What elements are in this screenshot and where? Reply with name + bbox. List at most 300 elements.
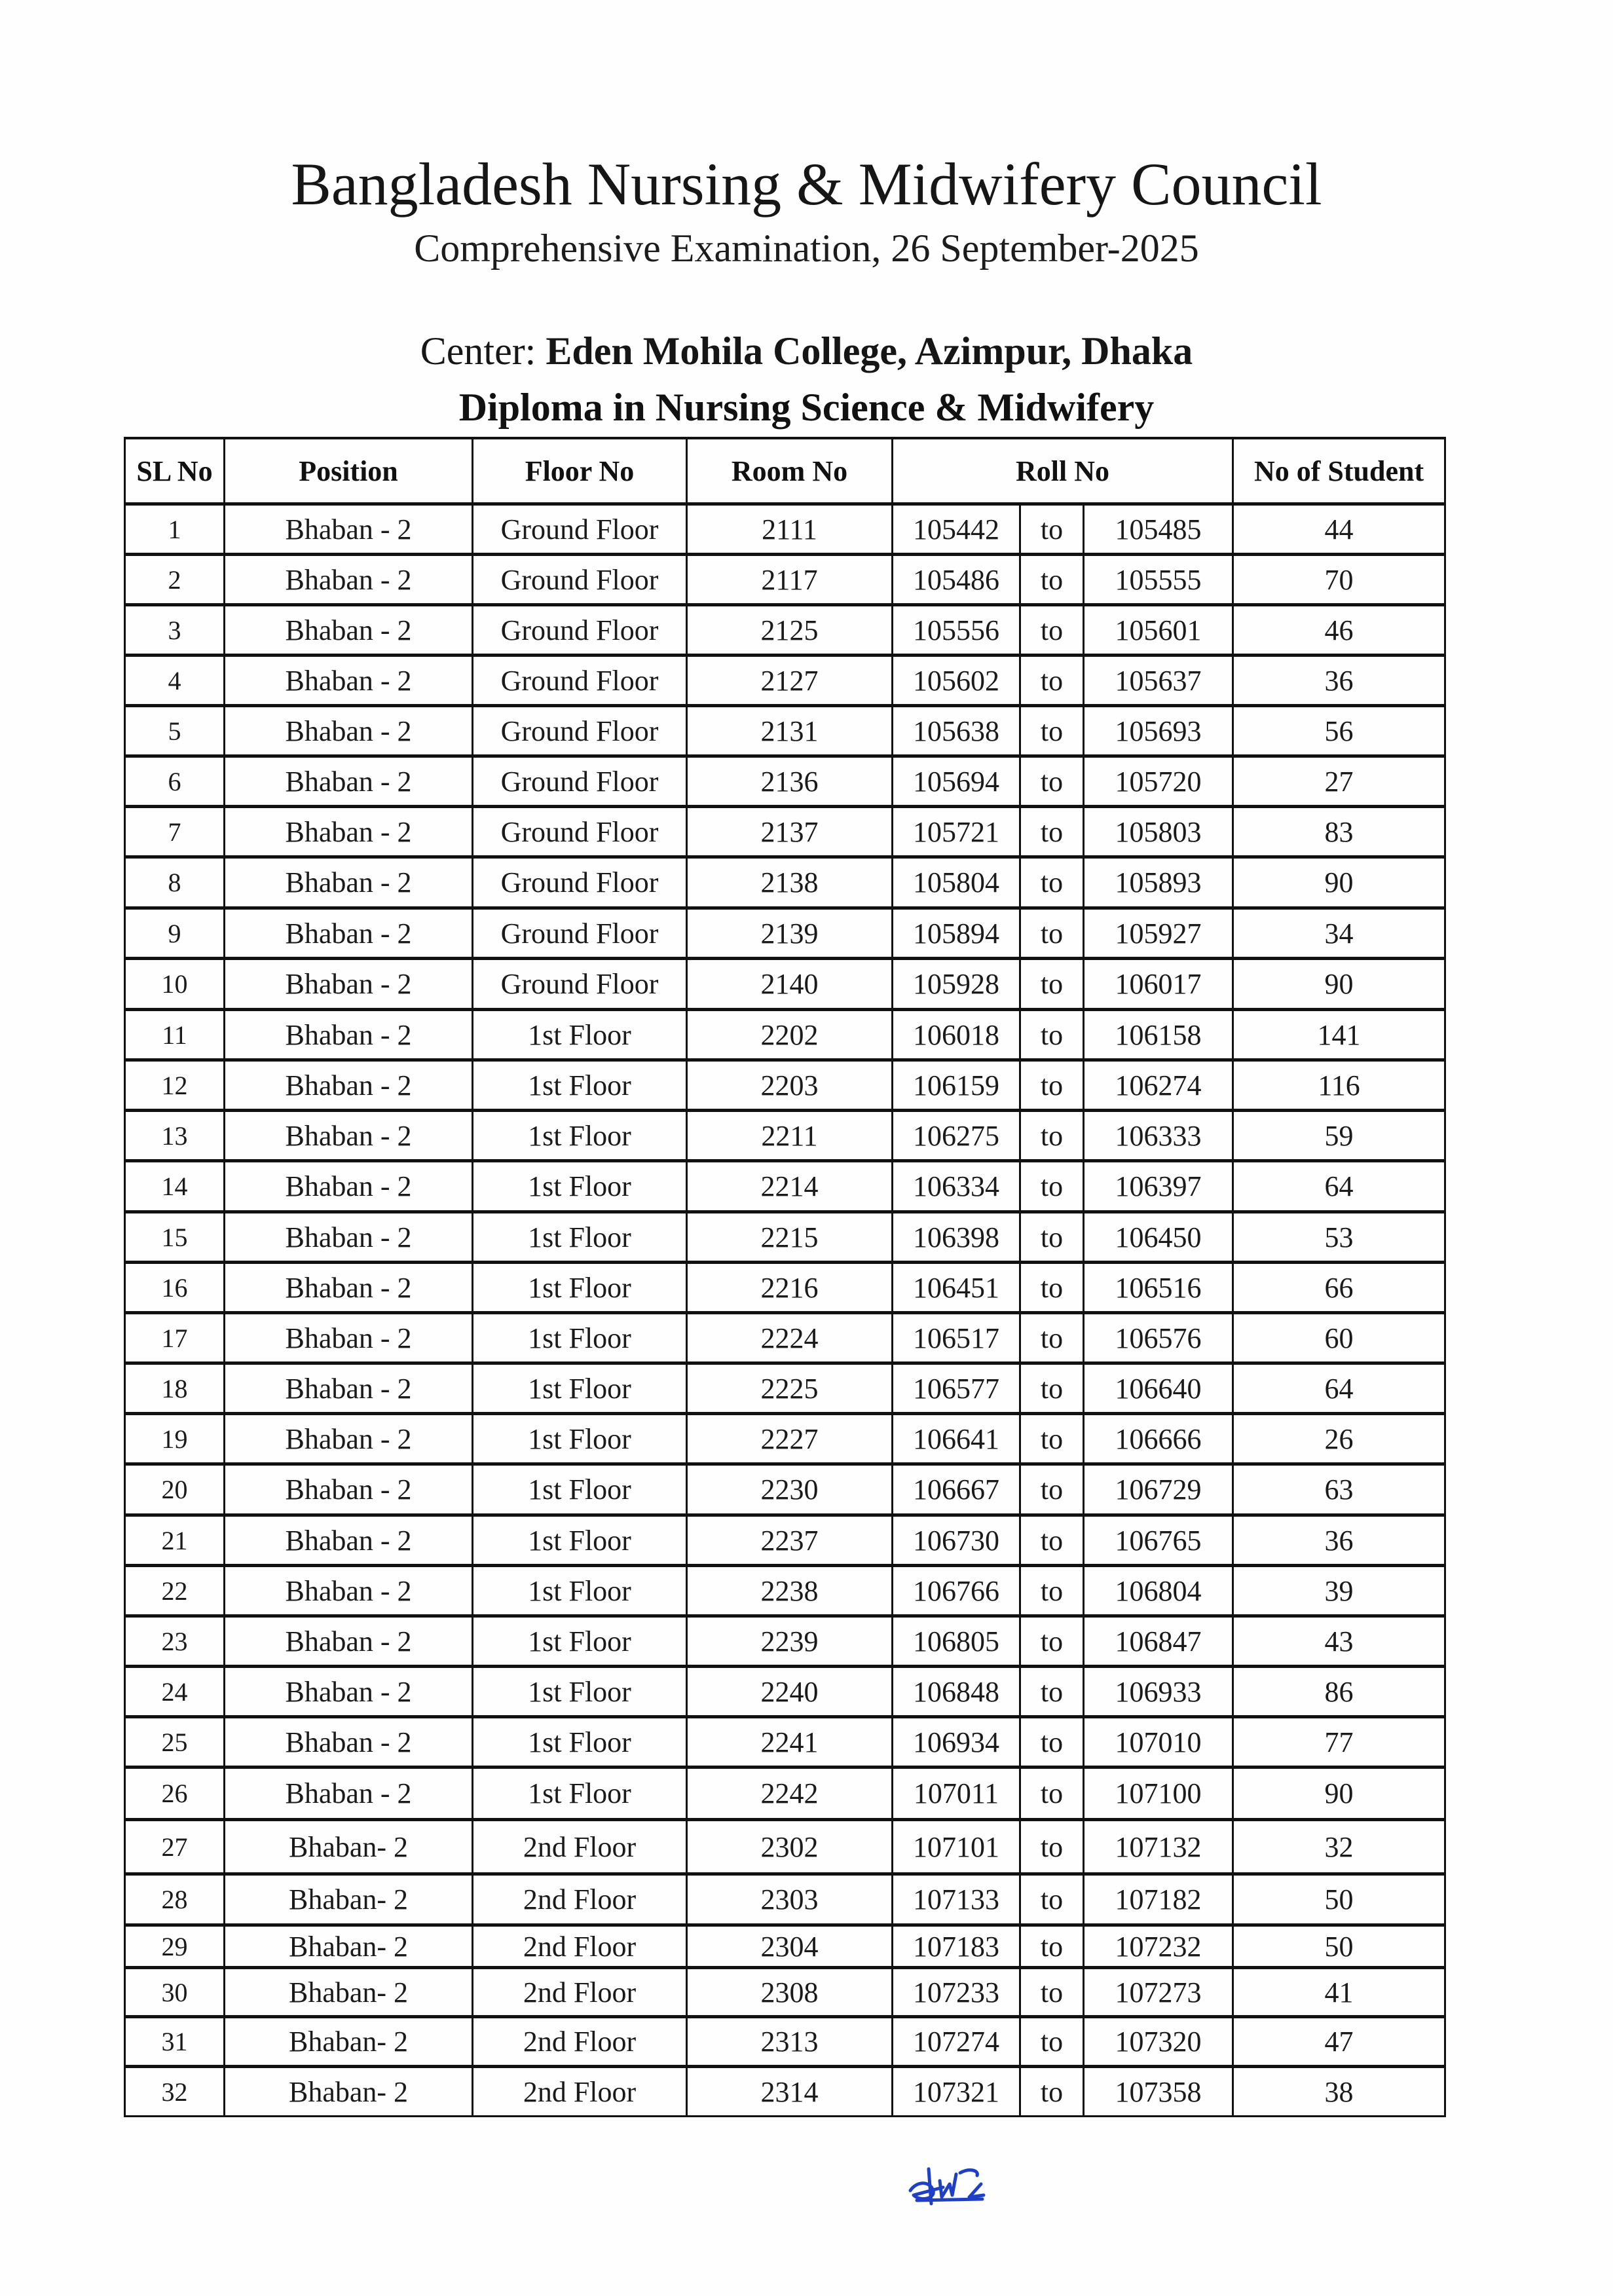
room-cell: 2125 bbox=[687, 605, 893, 656]
student-count-cell: 60 bbox=[1233, 1313, 1445, 1363]
floor-cell: Ground Floor bbox=[473, 706, 687, 756]
roll-to-label: to bbox=[1020, 1414, 1084, 1464]
col-header-floor: Floor No bbox=[473, 438, 687, 504]
floor-cell: 1st Floor bbox=[473, 1566, 687, 1616]
sl-cell: 29 bbox=[125, 1925, 225, 1968]
table-row bbox=[125, 2017, 1445, 2067]
floor-cell: 1st Floor bbox=[473, 1616, 687, 1667]
seat-allocation-table bbox=[124, 437, 1446, 2117]
position-cell: Bhaban - 2 bbox=[225, 656, 473, 706]
student-count-cell: 27 bbox=[1233, 756, 1445, 807]
sl-cell: 4 bbox=[125, 656, 225, 706]
position-cell: Bhaban - 2 bbox=[225, 1060, 473, 1111]
sl-cell: 32 bbox=[125, 2067, 225, 2117]
table-row bbox=[125, 1667, 1445, 1717]
room-cell: 2302 bbox=[687, 1820, 893, 1874]
col-header-sl: SL No bbox=[125, 438, 225, 504]
sl-cell: 22 bbox=[125, 1566, 225, 1616]
sl-cell: 20 bbox=[125, 1464, 225, 1515]
table-row bbox=[125, 656, 1445, 706]
position-cell: Bhaban- 2 bbox=[225, 1968, 473, 2017]
floor-cell: 1st Floor bbox=[473, 1768, 687, 1820]
room-cell: 2237 bbox=[687, 1515, 893, 1566]
room-cell: 2136 bbox=[687, 756, 893, 807]
sl-cell: 17 bbox=[125, 1313, 225, 1363]
roll-to-label: to bbox=[1020, 1925, 1084, 1968]
room-cell: 2313 bbox=[687, 2017, 893, 2067]
roll-to-cell: 105927 bbox=[1084, 908, 1233, 959]
floor-cell: 1st Floor bbox=[473, 1212, 687, 1263]
roll-to-label: to bbox=[1020, 555, 1084, 605]
student-count-cell: 77 bbox=[1233, 1717, 1445, 1768]
roll-to-label: to bbox=[1020, 1161, 1084, 1212]
position-cell: Bhaban - 2 bbox=[225, 1667, 473, 1717]
room-cell: 2241 bbox=[687, 1717, 893, 1768]
roll-to-label: to bbox=[1020, 1515, 1084, 1566]
table-row bbox=[125, 1212, 1445, 1263]
roll-to-label: to bbox=[1020, 706, 1084, 756]
position-cell: Bhaban- 2 bbox=[225, 2067, 473, 2117]
position-cell: Bhaban - 2 bbox=[225, 504, 473, 555]
sl-cell: 30 bbox=[125, 1968, 225, 2017]
table-row bbox=[125, 504, 1445, 555]
student-count-cell: 64 bbox=[1233, 1161, 1445, 1212]
roll-to-label: to bbox=[1020, 1616, 1084, 1667]
student-count-cell: 116 bbox=[1233, 1060, 1445, 1111]
roll-from-cell: 107274 bbox=[893, 2017, 1020, 2067]
table-row bbox=[125, 959, 1445, 1010]
room-cell: 2240 bbox=[687, 1667, 893, 1717]
student-count-cell: 41 bbox=[1233, 1968, 1445, 2017]
roll-to-cell: 106017 bbox=[1084, 959, 1233, 1010]
roll-to-cell: 107132 bbox=[1084, 1820, 1233, 1874]
roll-to-label: to bbox=[1020, 1820, 1084, 1874]
roll-from-cell: 106159 bbox=[893, 1060, 1020, 1111]
roll-to-label: to bbox=[1020, 1010, 1084, 1060]
floor-cell: Ground Floor bbox=[473, 656, 687, 706]
floor-cell: Ground Floor bbox=[473, 857, 687, 908]
student-count-cell: 53 bbox=[1233, 1212, 1445, 1263]
roll-from-cell: 106517 bbox=[893, 1313, 1020, 1363]
table-row bbox=[125, 2067, 1445, 2117]
roll-to-cell: 106450 bbox=[1084, 1212, 1233, 1263]
roll-to-label: to bbox=[1020, 605, 1084, 656]
student-count-cell: 50 bbox=[1233, 1925, 1445, 1968]
student-count-cell: 90 bbox=[1233, 959, 1445, 1010]
student-count-cell: 43 bbox=[1233, 1616, 1445, 1667]
room-cell: 2203 bbox=[687, 1060, 893, 1111]
roll-from-cell: 106934 bbox=[893, 1717, 1020, 1768]
roll-to-label: to bbox=[1020, 2067, 1084, 2117]
roll-to-cell: 105637 bbox=[1084, 656, 1233, 706]
roll-to-cell: 105485 bbox=[1084, 504, 1233, 555]
student-count-cell: 36 bbox=[1233, 656, 1445, 706]
roll-to-label: to bbox=[1020, 656, 1084, 706]
position-cell: Bhaban - 2 bbox=[225, 1566, 473, 1616]
roll-from-cell: 106398 bbox=[893, 1212, 1020, 1263]
room-cell: 2238 bbox=[687, 1566, 893, 1616]
room-cell: 2140 bbox=[687, 959, 893, 1010]
roll-from-cell: 105556 bbox=[893, 605, 1020, 656]
floor-cell: 1st Floor bbox=[473, 1263, 687, 1313]
position-cell: Bhaban- 2 bbox=[225, 1820, 473, 1874]
position-cell: Bhaban- 2 bbox=[225, 2017, 473, 2067]
floor-cell: 2nd Floor bbox=[473, 2067, 687, 2117]
student-count-cell: 38 bbox=[1233, 2067, 1445, 2117]
student-count-cell: 47 bbox=[1233, 2017, 1445, 2067]
sl-cell: 10 bbox=[125, 959, 225, 1010]
position-cell: Bhaban - 2 bbox=[225, 1363, 473, 1414]
roll-to-cell: 107358 bbox=[1084, 2067, 1233, 2117]
center-label: Center: bbox=[420, 329, 546, 373]
student-count-cell: 39 bbox=[1233, 1566, 1445, 1616]
roll-from-cell: 107183 bbox=[893, 1925, 1020, 1968]
table-row bbox=[125, 1566, 1445, 1616]
sl-cell: 18 bbox=[125, 1363, 225, 1414]
floor-cell: Ground Floor bbox=[473, 756, 687, 807]
sl-cell: 27 bbox=[125, 1820, 225, 1874]
roll-to-cell: 105555 bbox=[1084, 555, 1233, 605]
room-cell: 2202 bbox=[687, 1010, 893, 1060]
roll-to-cell: 105720 bbox=[1084, 756, 1233, 807]
floor-cell: 2nd Floor bbox=[473, 2017, 687, 2067]
position-cell: Bhaban - 2 bbox=[225, 857, 473, 908]
floor-cell: 1st Floor bbox=[473, 1515, 687, 1566]
table-row bbox=[125, 1010, 1445, 1060]
room-cell: 2127 bbox=[687, 656, 893, 706]
student-count-cell: 32 bbox=[1233, 1820, 1445, 1874]
table-row bbox=[125, 908, 1445, 959]
room-cell: 2216 bbox=[687, 1263, 893, 1313]
student-count-cell: 50 bbox=[1233, 1874, 1445, 1925]
sl-cell: 19 bbox=[125, 1414, 225, 1464]
roll-to-cell: 105601 bbox=[1084, 605, 1233, 656]
roll-to-label: to bbox=[1020, 1363, 1084, 1414]
roll-to-label: to bbox=[1020, 1717, 1084, 1768]
sl-cell: 13 bbox=[125, 1111, 225, 1161]
roll-from-cell: 105486 bbox=[893, 555, 1020, 605]
roll-to-label: to bbox=[1020, 756, 1084, 807]
roll-from-cell: 106667 bbox=[893, 1464, 1020, 1515]
roll-to-cell: 107232 bbox=[1084, 1925, 1233, 1968]
table-row bbox=[125, 555, 1445, 605]
roll-to-cell: 106729 bbox=[1084, 1464, 1233, 1515]
roll-from-cell: 105804 bbox=[893, 857, 1020, 908]
floor-cell: Ground Floor bbox=[473, 504, 687, 555]
sl-cell: 11 bbox=[125, 1010, 225, 1060]
student-count-cell: 90 bbox=[1233, 857, 1445, 908]
table-row bbox=[125, 605, 1445, 656]
position-cell: Bhaban- 2 bbox=[225, 1925, 473, 1968]
roll-to-cell: 106333 bbox=[1084, 1111, 1233, 1161]
room-cell: 2211 bbox=[687, 1111, 893, 1161]
table-row bbox=[125, 1717, 1445, 1768]
floor-cell: 2nd Floor bbox=[473, 1968, 687, 2017]
sl-cell: 9 bbox=[125, 908, 225, 959]
table-row bbox=[125, 1925, 1445, 1968]
col-header-room: Room No bbox=[687, 438, 893, 504]
position-cell: Bhaban - 2 bbox=[225, 1414, 473, 1464]
signature-icon bbox=[904, 2161, 989, 2213]
roll-from-cell: 106275 bbox=[893, 1111, 1020, 1161]
position-cell: Bhaban - 2 bbox=[225, 1212, 473, 1263]
table-row bbox=[125, 1363, 1445, 1414]
floor-cell: Ground Floor bbox=[473, 908, 687, 959]
table-row bbox=[125, 706, 1445, 756]
sl-cell: 15 bbox=[125, 1212, 225, 1263]
program-title: Diploma in Nursing Science & Midwifery bbox=[458, 386, 1155, 429]
roll-to-label: to bbox=[1020, 504, 1084, 555]
floor-cell: 2nd Floor bbox=[473, 1820, 687, 1874]
roll-to-label: to bbox=[1020, 1060, 1084, 1111]
position-cell: Bhaban - 2 bbox=[225, 555, 473, 605]
table-row bbox=[125, 1263, 1445, 1313]
sl-cell: 8 bbox=[125, 857, 225, 908]
student-count-cell: 36 bbox=[1233, 1515, 1445, 1566]
sl-cell: 6 bbox=[125, 756, 225, 807]
table-row bbox=[125, 1874, 1445, 1925]
room-cell: 2224 bbox=[687, 1313, 893, 1363]
position-cell: Bhaban - 2 bbox=[225, 1515, 473, 1566]
table-row bbox=[125, 1820, 1445, 1874]
student-count-cell: 66 bbox=[1233, 1263, 1445, 1313]
roll-from-cell: 105638 bbox=[893, 706, 1020, 756]
room-cell: 2137 bbox=[687, 807, 893, 857]
room-cell: 2303 bbox=[687, 1874, 893, 1925]
student-count-cell: 63 bbox=[1233, 1464, 1445, 1515]
roll-to-cell: 107010 bbox=[1084, 1717, 1233, 1768]
table-body bbox=[125, 504, 1445, 2117]
room-cell: 2131 bbox=[687, 706, 893, 756]
table-row bbox=[125, 1414, 1445, 1464]
roll-to-cell: 106765 bbox=[1084, 1515, 1233, 1566]
room-cell: 2230 bbox=[687, 1464, 893, 1515]
roll-from-cell: 107233 bbox=[893, 1968, 1020, 2017]
roll-from-cell: 105928 bbox=[893, 959, 1020, 1010]
student-count-cell: 64 bbox=[1233, 1363, 1445, 1414]
room-cell: 2139 bbox=[687, 908, 893, 959]
roll-to-cell: 106804 bbox=[1084, 1566, 1233, 1616]
roll-from-cell: 105442 bbox=[893, 504, 1020, 555]
table-row bbox=[125, 807, 1445, 857]
roll-to-cell: 106274 bbox=[1084, 1060, 1233, 1111]
room-cell: 2225 bbox=[687, 1363, 893, 1414]
roll-from-cell: 106334 bbox=[893, 1161, 1020, 1212]
roll-from-cell: 106805 bbox=[893, 1616, 1020, 1667]
table-row bbox=[125, 1111, 1445, 1161]
floor-cell: Ground Floor bbox=[473, 605, 687, 656]
roll-from-cell: 107101 bbox=[893, 1820, 1020, 1874]
sl-cell: 3 bbox=[125, 605, 225, 656]
col-header-position: Position bbox=[225, 438, 473, 504]
position-cell: Bhaban - 2 bbox=[225, 1313, 473, 1363]
student-count-cell: 46 bbox=[1233, 605, 1445, 656]
roll-to-label: to bbox=[1020, 959, 1084, 1010]
position-cell: Bhaban - 2 bbox=[225, 1010, 473, 1060]
sl-cell: 1 bbox=[125, 504, 225, 555]
position-cell: Bhaban - 2 bbox=[225, 807, 473, 857]
sl-cell: 12 bbox=[125, 1060, 225, 1111]
roll-to-label: to bbox=[1020, 1667, 1084, 1717]
roll-from-cell: 107011 bbox=[893, 1768, 1020, 1820]
position-cell: Bhaban - 2 bbox=[225, 1717, 473, 1768]
student-count-cell: 26 bbox=[1233, 1414, 1445, 1464]
student-count-cell: 70 bbox=[1233, 555, 1445, 605]
floor-cell: 1st Floor bbox=[473, 1464, 687, 1515]
floor-cell: 1st Floor bbox=[473, 1060, 687, 1111]
sl-cell: 21 bbox=[125, 1515, 225, 1566]
student-count-cell: 59 bbox=[1233, 1111, 1445, 1161]
room-cell: 2314 bbox=[687, 2067, 893, 2117]
room-cell: 2117 bbox=[687, 555, 893, 605]
position-cell: Bhaban- 2 bbox=[225, 1874, 473, 1925]
roll-to-cell: 107100 bbox=[1084, 1768, 1233, 1820]
table-row bbox=[125, 1060, 1445, 1111]
sl-cell: 16 bbox=[125, 1263, 225, 1313]
table-row bbox=[125, 1968, 1445, 2017]
student-count-cell: 34 bbox=[1233, 908, 1445, 959]
roll-to-label: to bbox=[1020, 1111, 1084, 1161]
roll-to-label: to bbox=[1020, 1566, 1084, 1616]
roll-to-cell: 107320 bbox=[1084, 2017, 1233, 2067]
position-cell: Bhaban - 2 bbox=[225, 706, 473, 756]
sl-cell: 14 bbox=[125, 1161, 225, 1212]
roll-from-cell: 105721 bbox=[893, 807, 1020, 857]
position-cell: Bhaban - 2 bbox=[225, 959, 473, 1010]
roll-to-label: to bbox=[1020, 1768, 1084, 1820]
roll-from-cell: 107321 bbox=[893, 2067, 1020, 2117]
sl-cell: 26 bbox=[125, 1768, 225, 1820]
roll-from-cell: 106451 bbox=[893, 1263, 1020, 1313]
room-cell: 2111 bbox=[687, 504, 893, 555]
sl-cell: 7 bbox=[125, 807, 225, 857]
student-count-cell: 141 bbox=[1233, 1010, 1445, 1060]
roll-from-cell: 106848 bbox=[893, 1667, 1020, 1717]
floor-cell: 1st Floor bbox=[473, 1010, 687, 1060]
floor-cell: 1st Floor bbox=[473, 1363, 687, 1414]
roll-to-cell: 106576 bbox=[1084, 1313, 1233, 1363]
roll-from-cell: 106641 bbox=[893, 1414, 1020, 1464]
roll-to-cell: 107182 bbox=[1084, 1874, 1233, 1925]
table-header-row bbox=[125, 438, 1445, 504]
floor-cell: 1st Floor bbox=[473, 1313, 687, 1363]
roll-to-label: to bbox=[1020, 857, 1084, 908]
student-count-cell: 90 bbox=[1233, 1768, 1445, 1820]
roll-to-cell: 106397 bbox=[1084, 1161, 1233, 1212]
floor-cell: 1st Floor bbox=[473, 1717, 687, 1768]
roll-from-cell: 106018 bbox=[893, 1010, 1020, 1060]
student-count-cell: 86 bbox=[1233, 1667, 1445, 1717]
roll-to-label: to bbox=[1020, 2017, 1084, 2067]
roll-to-label: to bbox=[1020, 1212, 1084, 1263]
room-cell: 2242 bbox=[687, 1768, 893, 1820]
student-count-cell: 44 bbox=[1233, 504, 1445, 555]
roll-from-cell: 106730 bbox=[893, 1515, 1020, 1566]
room-cell: 2138 bbox=[687, 857, 893, 908]
table-row bbox=[125, 1313, 1445, 1363]
position-cell: Bhaban - 2 bbox=[225, 1111, 473, 1161]
room-cell: 2308 bbox=[687, 1968, 893, 2017]
room-cell: 2227 bbox=[687, 1414, 893, 1464]
position-cell: Bhaban - 2 bbox=[225, 1263, 473, 1313]
room-cell: 2304 bbox=[687, 1925, 893, 1968]
roll-to-label: to bbox=[1020, 1263, 1084, 1313]
roll-to-cell: 107273 bbox=[1084, 1968, 1233, 2017]
roll-to-cell: 106516 bbox=[1084, 1263, 1233, 1313]
floor-cell: Ground Floor bbox=[473, 807, 687, 857]
center-name: Eden Mohila College, Azimpur, Dhaka bbox=[546, 329, 1193, 373]
table-row bbox=[125, 1464, 1445, 1515]
floor-cell: 1st Floor bbox=[473, 1414, 687, 1464]
roll-from-cell: 105694 bbox=[893, 756, 1020, 807]
roll-from-cell: 107133 bbox=[893, 1874, 1020, 1925]
position-cell: Bhaban - 2 bbox=[225, 908, 473, 959]
council-title: Bangladesh Nursing & Midwifery Council bbox=[291, 151, 1322, 217]
position-cell: Bhaban - 2 bbox=[225, 605, 473, 656]
roll-to-label: to bbox=[1020, 1968, 1084, 2017]
col-header-roll: Roll No bbox=[893, 438, 1233, 504]
table-row bbox=[125, 1768, 1445, 1820]
roll-from-cell: 106766 bbox=[893, 1566, 1020, 1616]
sl-cell: 25 bbox=[125, 1717, 225, 1768]
floor-cell: 1st Floor bbox=[473, 1667, 687, 1717]
col-header-students: No of Student bbox=[1233, 438, 1445, 504]
center-line bbox=[0, 327, 1613, 375]
roll-to-cell: 105693 bbox=[1084, 706, 1233, 756]
position-cell: Bhaban - 2 bbox=[225, 1616, 473, 1667]
roll-to-label: to bbox=[1020, 1464, 1084, 1515]
floor-cell: 2nd Floor bbox=[473, 1925, 687, 1968]
room-cell: 2215 bbox=[687, 1212, 893, 1263]
position-cell: Bhaban - 2 bbox=[225, 1464, 473, 1515]
floor-cell: 1st Floor bbox=[473, 1111, 687, 1161]
table-row bbox=[125, 756, 1445, 807]
sl-cell: 28 bbox=[125, 1874, 225, 1925]
roll-to-cell: 106847 bbox=[1084, 1616, 1233, 1667]
exam-subtitle: Comprehensive Examination, 26 September-2025 bbox=[414, 227, 1199, 270]
roll-to-cell: 105803 bbox=[1084, 807, 1233, 857]
roll-to-label: to bbox=[1020, 1313, 1084, 1363]
table-row bbox=[125, 1616, 1445, 1667]
roll-from-cell: 105602 bbox=[893, 656, 1020, 706]
roll-to-cell: 106933 bbox=[1084, 1667, 1233, 1717]
floor-cell: Ground Floor bbox=[473, 555, 687, 605]
sl-cell: 31 bbox=[125, 2017, 225, 2067]
sl-cell: 2 bbox=[125, 555, 225, 605]
roll-to-cell: 106158 bbox=[1084, 1010, 1233, 1060]
position-cell: Bhaban - 2 bbox=[225, 1161, 473, 1212]
roll-to-label: to bbox=[1020, 1874, 1084, 1925]
position-cell: Bhaban - 2 bbox=[225, 756, 473, 807]
floor-cell: 1st Floor bbox=[473, 1161, 687, 1212]
sl-cell: 24 bbox=[125, 1667, 225, 1717]
student-count-cell: 56 bbox=[1233, 706, 1445, 756]
roll-to-label: to bbox=[1020, 807, 1084, 857]
sl-cell: 5 bbox=[125, 706, 225, 756]
roll-from-cell: 105894 bbox=[893, 908, 1020, 959]
floor-cell: 2nd Floor bbox=[473, 1874, 687, 1925]
roll-to-cell: 105893 bbox=[1084, 857, 1233, 908]
roll-to-cell: 106666 bbox=[1084, 1414, 1233, 1464]
floor-cell: Ground Floor bbox=[473, 959, 687, 1010]
room-cell: 2214 bbox=[687, 1161, 893, 1212]
roll-to-cell: 106640 bbox=[1084, 1363, 1233, 1414]
sl-cell: 23 bbox=[125, 1616, 225, 1667]
position-cell: Bhaban - 2 bbox=[225, 1768, 473, 1820]
student-count-cell: 83 bbox=[1233, 807, 1445, 857]
table-row bbox=[125, 1161, 1445, 1212]
roll-from-cell: 106577 bbox=[893, 1363, 1020, 1414]
